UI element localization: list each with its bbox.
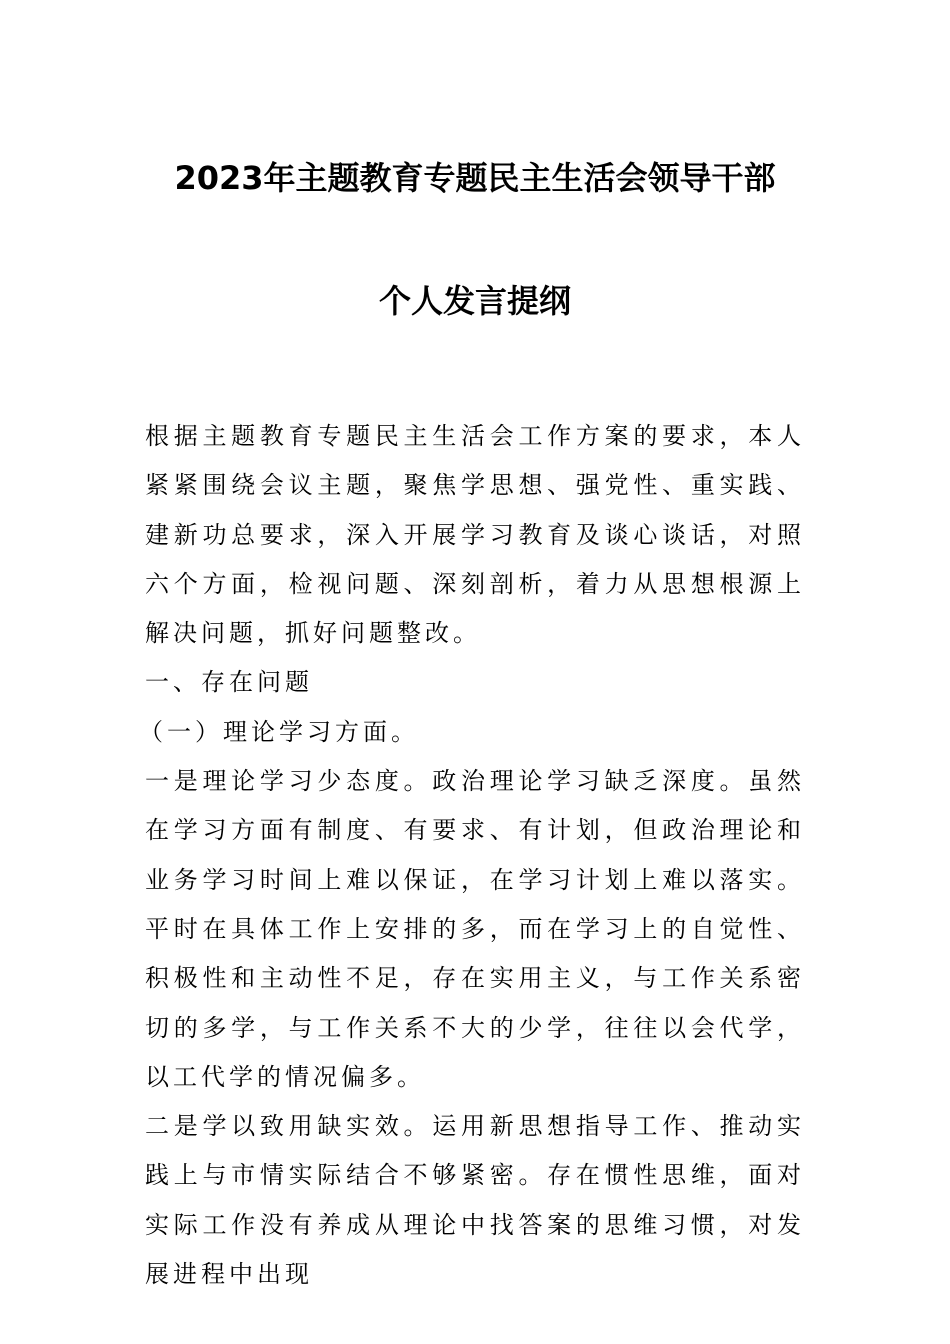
body-paragraph-1: 一是理论学习少态度。政治理论学习缺乏深度。虽然在学习方面有制度、有要求、有计划，但政治理论和业务学习时间上难以保证，在学习计划上难以落实。平时在具体工作上安排的多，而在学习上的自觉性、积极性和主动性不足，存在实用主义，与工作关系密切的多学，与工作关系不大的少学，往往以会代学，以工代学的情况偏多。 — [145, 767, 805, 1091]
document-title-line-1: 2023年主题教育专题民主生活会领导干部 — [174, 159, 776, 197]
body-paragraph-2: 二是学以致用缺实效。运用新思想指导工作、推动实践上与市情实际结合不够紧密。存在惯性思维，面对实际工作没有养成从理论中找答案的思维习惯，对发展进程中出现 — [145, 1112, 805, 1289]
document-body — [139, 412, 805, 1299]
document-title-line-2: 个人发言提纲 — [378, 282, 571, 320]
intro-paragraph: 根据主题教育专题民主生活会工作方案的要求，本人紧紧围绕会议主题，聚焦学思想、强党性、重实践、建新功总要求，深入开展学习教育及谈心谈话，对照六个方面，检视问题、深刻剖析，着力从思想根源上解决问题，抓好问题整改。 — [145, 422, 805, 648]
section-heading: 一、存在问题 — [145, 668, 313, 697]
subsection-heading: （一）理论学习方面。 — [139, 717, 419, 746]
